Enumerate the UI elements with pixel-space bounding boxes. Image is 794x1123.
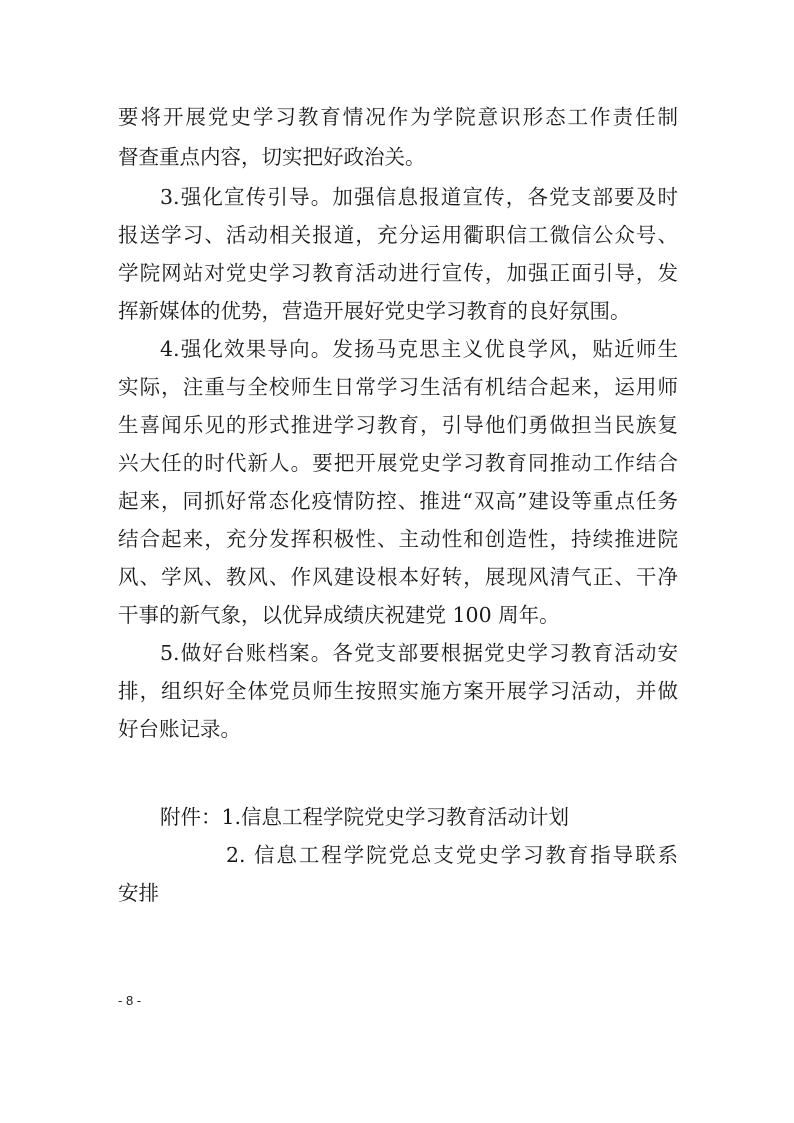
body-line: 风、学风、教风、作风建设根本好转，展现风清气正、干净 [118,565,678,589]
body-line: 学院网站对党史学习教育活动进行宣传，加强正面引导，发 [118,261,678,285]
body-line: 实际，注重与全校师生日常学习生活有机结合起来，运用师 [118,375,678,399]
body-line: 起来，同抓好常态化疫情防控、推进“双高”建设等重点任务 [118,489,678,513]
body-line: 报送学习、活动相关报道，充分运用衢职信工微信公众号、 [118,223,678,247]
body-line: 结合起来，充分发挥积极性、主动性和创造性，持续推进院 [118,527,678,551]
attachment-line: 安排 [118,881,159,905]
attachment-line: 2. 信息工程学院党总支党史学习教育指导联系 [226,843,678,867]
section-heading-line: 4.强化效果导向。发扬马克思主义优良学风，贴近师生 [160,337,678,361]
body-line: 生喜闻乐见的形式推进学习教育，引导他们勇做担当民族复 [118,413,678,437]
page-number: - 8 - [118,993,142,1008]
body-line: 督查重点内容，切实把好政治关。 [118,145,426,169]
body-line: 排，组织好全体党员师生按照实施方案开展学习活动，并做 [118,679,678,703]
section-heading-line: 3.强化宣传引导。加强信息报道宣传，各党支部要及时 [160,185,678,209]
body-line: 挥新媒体的优势，营造开展好党史学习教育的良好氛围。 [118,299,631,323]
attachment-line: 附件：1.信息工程学院党史学习教育活动计划 [160,805,570,829]
body-line: 好台账记录。 [118,717,241,741]
body-line: 兴大任的时代新人。要把开展党史学习教育同推动工作结合 [118,451,678,475]
body-line: 干事的新气象，以优异成绩庆祝建党 100 周年。 [118,603,560,627]
body-line: 要将开展党史学习教育情况作为学院意识形态工作责任制 [118,105,678,129]
section-heading-line: 5.做好台账档案。各党支部要根据党史学习教育活动安 [160,641,678,665]
